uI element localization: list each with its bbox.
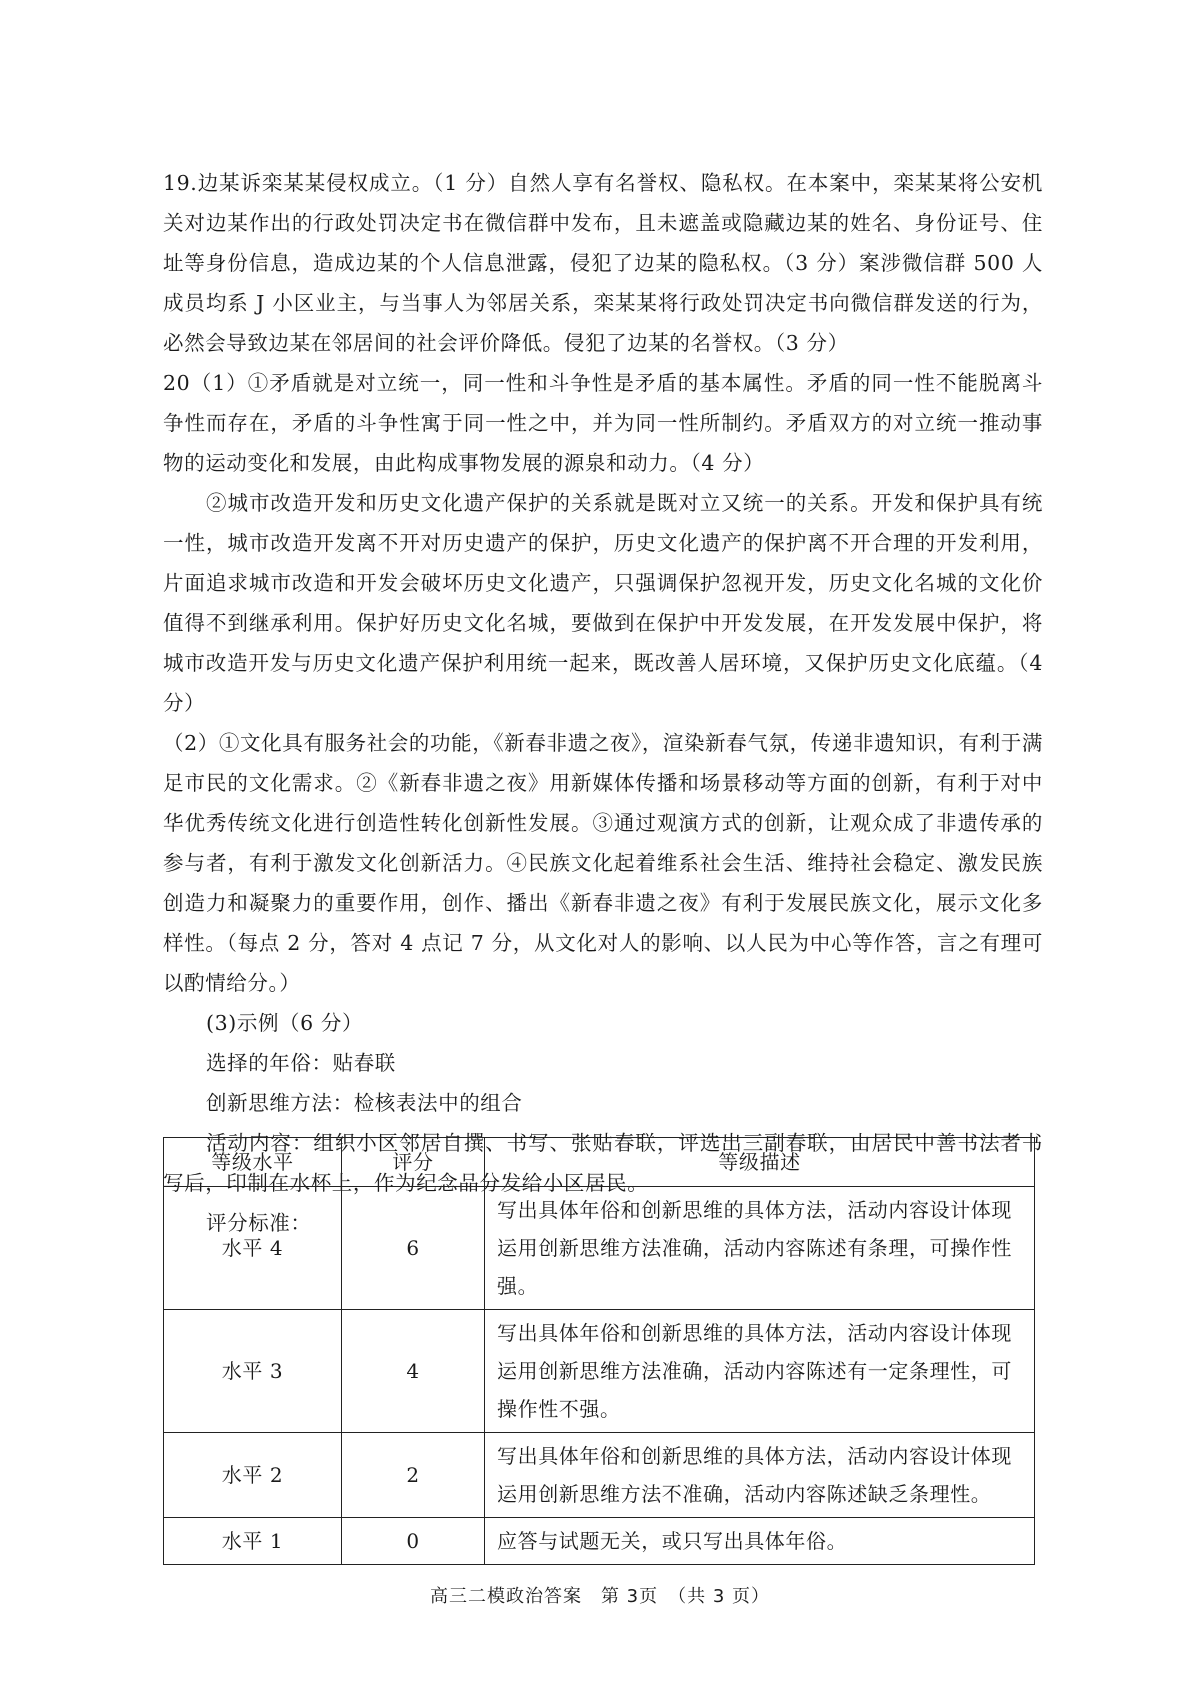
thinking-method: 创新思维方法：检核表法中的组合	[206, 1091, 523, 1115]
score-cell: 4	[342, 1310, 485, 1433]
level-cell: 水平 1	[164, 1518, 342, 1565]
table-header-row	[164, 1138, 1035, 1187]
page-footer: 高三二模政治答案 第 3页 （共 3 页）	[429, 1586, 771, 1607]
description-cell: 写出具体年俗和创新思维的具体方法，活动内容设计体现运用创新思维方法不准确，活动内容陈述缺乏条理性。	[485, 1433, 1035, 1518]
q20-part3-heading: (3)示例（6 分）	[206, 1011, 364, 1035]
table-row	[164, 1518, 1035, 1565]
score-cell: 6	[342, 1187, 485, 1310]
table-row	[164, 1433, 1035, 1518]
description-cell: 写出具体年俗和创新思维的具体方法，活动内容设计体现运用创新思维方法准确，活动内容陈述有条理，可操作性强。	[485, 1187, 1035, 1310]
header-description: 等级描述	[485, 1138, 1035, 1187]
q20-part1-point1: 20（1）①矛盾就是对立统一，同一性和斗争性是矛盾的基本属性。矛盾的同一性不能脱离斗争性而存在，矛盾的斗争性寓于同一性之中，并为同一性所制约。矛盾双方的对立统一推动事物的运动变化和发展，由此构成事物发展的源泉和动力。（4 分）	[163, 371, 1043, 475]
q20-part2-answer: （2）①文化具有服务社会的功能，《新春非遗之夜》，渲染新春气氛，传递非遗知识，有利于满足市民的文化需求。②《新春非遗之夜》用新媒体传播和场景移动等方面的创新，有利于对中华优秀传统文化进行创造性转化创新性发展。③通过观演方式的创新，让观众成了非遗传承的参与者，有利于激发文化创新活力。④民族文化起着维系社会生活、维持社会稳定、激发民族创造力和凝聚力的重要作用，创作、播出《新春非遗之夜》有利于发展民族文化，展示文化多样性。（每点 2 分，答对 4 点记 7 分，从文化对人的影响、以人民为中心等作答，言之有理可以酌情给分。）	[163, 731, 1043, 995]
description-cell: 应答与试题无关，或只写出具体年俗。	[485, 1518, 1035, 1565]
chosen-custom: 选择的年俗：贴春联	[206, 1051, 396, 1075]
score-cell: 2	[342, 1433, 485, 1518]
answer-body	[163, 163, 1043, 1243]
activity-content: 活动内容：组织小区邻居自撰、书写、张贴春联，评选出三副春联，由居民中善书法者书写后，印制在水杯上，作为纪念品分发给小区居民。	[163, 1131, 1043, 1195]
score-cell: 0	[342, 1518, 485, 1565]
q19-answer: 19.边某诉栾某某侵权成立。（1 分）自然人享有名誉权、隐私权。在本案中，栾某某将公安机关对边某作出的行政处罚决定书在微信群中发布，且未遮盖或隐藏边某的姓名、身份证号、住址等身份信息，造成边某的个人信息泄露，侵犯了边某的隐私权。（3 分）案涉微信群 500 人成员均系 J 小区业主，与当事人为邻居关系，栾某某将行政处罚决定书向微信群发送的行为，必然会导致边某在邻居间的社会评价降低。侵犯了边某的名誉权。（3 分）	[163, 171, 1043, 355]
level-cell: 水平 3	[164, 1310, 342, 1433]
grading-table	[163, 1137, 1035, 1565]
criteria-label: 评分标准：	[206, 1211, 312, 1235]
header-level: 等级水平	[164, 1138, 342, 1187]
header-score: 评分	[342, 1138, 485, 1187]
level-cell: 水平 2	[164, 1433, 342, 1518]
table-row	[164, 1187, 1035, 1310]
description-cell: 写出具体年俗和创新思维的具体方法，活动内容设计体现运用创新思维方法准确，活动内容陈述有一定条理性，可操作性不强。	[485, 1310, 1035, 1433]
table-row	[164, 1310, 1035, 1433]
level-cell: 水平 4	[164, 1187, 342, 1310]
q20-part1-point2: ②城市改造开发和历史文化遗产保护的关系就是既对立又统一的关系。开发和保护具有统一性，城市改造开发离不开对历史遗产的保护，历史文化遗产的保护离不开合理的开发利用，片面追求城市改造和开发会破坏历史文化遗产，只强调保护忽视开发，历史文化名城的文化价值得不到继承利用。保护好历史文化名城，要做到在保护中开发发展，在开发发展中保护，将城市改造开发与历史文化遗产保护利用统一起来，既改善人居环境，又保护历史文化底蕴。（4 分）	[163, 491, 1043, 715]
